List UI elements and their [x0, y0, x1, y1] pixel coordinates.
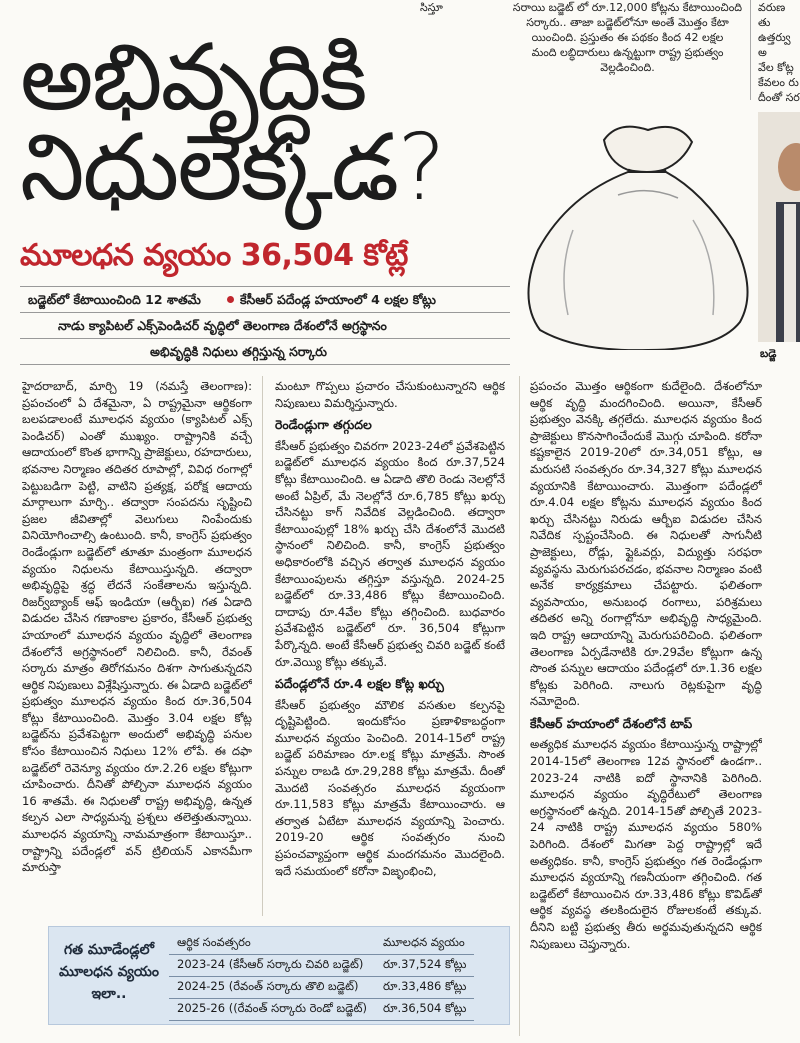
top-col-c [758, 0, 800, 105]
article-paragraph: ప్రపంచం మొత్తం ఆర్థికంగా కుదేలైంది. దేశంలోనూ ఆర్థిక వృద్ధి మందగించింది. అయినా, కేసీఆర్ ప్రభుత్వం వెనక్కి తగ్గలేదు. మూలధన వ్యయం కింద ప్రాజెక్టులు కొనసాగించేందుకే మొగ్గు చూపింది. కరోనా కష్టకాలైన 2019-20లో రూ.34,051 కోట్లు, ఆ మరుసటి సంవత్సరం రూ.34,327 కోట్లు మూలధన వ్యయానికి కేటాయించారు. మొత్తంగా పదేండ్లలో రూ.4.04 లక్షల కోట్లను మూలధన వ్యయం కింద ఖర్చు చేసినట్టు నిరుడు ఆర్బీఐ విడుదల చేసిన నివేదిక స్పష్టంచేసింది. ఈ నిధులతో సాగునీటి ప్రాజెక్టులు, రోడ్లు, ఫ్లైఓవర్లు, విద్యుత్తు సరఫరా వ్యవస్థను మెరుగుపరచడం, భవనాల నిర్మాణం వంటి అనేక కార్యక్రమాలు చేపట్టారు. ఫలితంగా వ్యవసాయం, అనుబంధ రంగాలు, పరిశ్రమలు తదితర అన్ని రంగాల్లోనూ అభివృద్ధి సాధ్యమైంది. ఇది రాష్ట్ర ఆదాయాన్ని మెరుగుపరిచింది. ఫలితంగా తెలంగాణ ఏర్పడేనాటికి రూ.29వేల కోట్లుగా ఉన్న సొంత పన్నుల ఆదాయం పదేండ్లలో రూ.1.36 లక్షల కోట్లకు పెరిగింది. నాలుగు రెట్లకుపైగా వృద్ధి నమోదైంది. [530, 379, 762, 709]
infobox-label: గత మూడేండ్లలో మూలధన వ్యయం ఇలా.. [59, 942, 159, 1002]
table-cell: రూ.33,486 కోట్లు [375, 977, 474, 999]
top-col-b-line: మంది లబ్ధిదారులు ఉన్నట్టుగా రాష్ట్ర ప్రభుత్వం [531, 46, 724, 59]
top-col-c-line: వరుణ తు [758, 1, 786, 29]
top-col-b-line: వెల్లడించింది. [600, 61, 655, 74]
article-paragraph: అత్యధిక మూలధన వ్యయం కేటాయిస్తున్న రాష్ట్రాల్లో 2014-15లో తెలంగాణ 12వ స్థానంలో ఉండగా.. 2023-24 నాటికి ఐదో స్థానానికి పెరిగింది. మూలధన వ్యయం వృద్ధిరేటులో తెలంగాణ అగ్రస్థానంలో ఉన్నది. 2014-15తో పోల్చితే 2023-24 నాటికి రాష్ట్ర మూలధన వ్యయం 580% పెరిగింది. దేశంలో మిగతా పెద్ద రాష్ట్రాల్లో ఇదే అత్యధికం. కానీ, కాంగ్రెస్ ప్రభుత్వం గత రెండేండ్లుగా మూలధన వ్యయాన్ని గణనీయంగా తగ్గించింది. గత బడ్జెట్‌లో కేటాయించిన రూ.33,486 కోట్లు కొవిడ్‌తో ఆర్థిక వ్యవస్థ తలకిందులైన రోజులకంటే తక్కువ. దీనిని బట్టి ప్రభుత్వ తీరు అర్థమవుతున్నదని ఆర్థిక నిపుణులు చెప్తున్నారు. [530, 737, 762, 951]
column-divider [262, 376, 263, 916]
kicker-1a: బడ్జెట్‌లో కేటాయించింది 12 శాతమే [28, 292, 201, 307]
top-col-b-line: సరాయి బడ్జెట్ లో రూ.12,000 కోట్లను కేటాయించింది [512, 1, 743, 14]
top-col-b-line: సర్కారు.. తాజా బడ్జెట్‌లోనూ అంతే మొత్తం కేటా [526, 16, 729, 29]
table-header-cell: మూలధన వ్యయం [375, 933, 474, 955]
kicker-rule-2 [20, 338, 510, 339]
article-paragraph: కేసీఆర్ ప్రభుత్వం చివరగా 2023-24లో ప్రవేశపెట్టిన బడ్జెట్‌లో మూలధన వ్యయం కింద రూ.37,524 కోట్లు కేటాయించింది. ఆ ఏడాది తొలి రెండు నెలల్లోనే అంటే ఏప్రిల్, మే నెలల్లోనే రూ.6,785 కోట్లు ఖర్చు చేసినట్టు కాగ్ నివేదిక వెల్లడించింది. తద్వారా కేటాయింపుల్లో 18% ఖర్చు చేసి దేశంలోనే మొదటి స్థానంలో నిలిచింది. కానీ, కాంగ్రెస్ ప్రభుత్వం అధికారంలోకి వచ్చిన తర్వాత మూలధన వ్యయం కేటాయింపులను తగ్గిస్తూ వస్తున్నది. 2024-25 బడ్జెట్‌లో రూ.33,486 కోట్లు కేటాయించింది. దాదాపు రూ.4వేల కోట్లు తగ్గించింది. బుధవారం ప్రవేశపెట్టిన బడ్జెట్‌లో రూ. 36,504 కోట్లుగా పేర్కొన్నది. అంటే కేసీఆర్ ప్రభుత్వ చివరి బడ్జెట్ కంటే రూ.వెయ్యి కోట్లు తక్కువే. [275, 438, 505, 669]
table-cell: 2024-25 (రేవంత్ సర్కారు తొలి బడ్జెట్) [169, 977, 375, 999]
bullet-dot [227, 296, 234, 303]
column-divider [519, 376, 520, 1036]
table-row [169, 977, 474, 999]
top-col-a-text: సిస్తూ [420, 1, 443, 14]
table-cell: 2025-26 ((రేవంత్ సర్కారు రెండో బడ్జెట్) [169, 999, 375, 1021]
capital-expenditure-infobox [48, 926, 510, 1025]
kicker-1b: కేసీఆర్ పదేండ్ల హయాంలో 4 లక్షల కోట్లు [240, 292, 436, 307]
article-column-3 [530, 378, 762, 1028]
article-column-1 [22, 378, 252, 918]
article-paragraph: హైదరాబాద్, మార్చి 19 (నమస్తే తెలంగాణ): ప్రపంచంలో ఏ దేశమైనా, ఏ రాష్ట్రమైనా ఆర్థికంగా బలపడాలంటే మూలధన వ్యయం (క్యాపిటల్ ఎక్స్ పెండిచర్) ఎంతో ముఖ్యం. రాష్ట్రానికి వచ్చే ఆదాయంలో కొంత భాగాన్ని ప్రాజెక్టులు, రహదారులు, భవనాల నిర్మాణం తదితర రూపాల్లో, వివిధ రంగాల్లో పెట్టుబడిగా పెట్టి, వాటిని ప్రత్యక్ష, పరోక్ష ఆదాయ మార్గాలుగా మార్చి.. తద్వారా సంపదను సృష్టించి ప్రజల జీవితాల్లో వెలుగులు నింపేందుకు వినియోగించాల్సి ఉంటుంది. కానీ, కాంగ్రెస్ ప్రభుత్వం రెండేండ్లుగా బడ్జెట్‌లో తూతూ మంత్రంగా మూలధన వ్యయం నిధులను కేటాయిస్తున్నది. తద్వారా అభివృద్ధిపై శ్రద్ధ లేదనే సంకేతాలను ఇస్తున్నది. రిజర్వ్‌బ్యాంక్ ఆఫ్ ఇండియా (ఆర్బీఐ) గత ఏడాది విడుదల చేసిన గణాంకాల ప్రకారం, కేసీఆర్ ప్రభుత్వ హయాంలో మూలధన వ్యయం వృద్ధిలో తెలంగాణ దేశంలోనే అగ్రస్థానంలో నిలిచింది. కానీ, రేవంత్ సర్కారు మాత్రం తిరోగమనం దిశగా సాగుతున్నదని ఆర్థిక నిపుణులు విశ్లేషిస్తున్నారు. ఈ ఏడాది బడ్జెట్‌లో ప్రభుత్వం మూలధన వ్యయం కింద రూ.36,504 కోట్లు కేటాయించింది. మొత్తం 3.04 లక్షల కోట్ల బడ్జెట్‌ను ప్రవేశపెట్టగా అందులో అభివృద్ధి పనుల కోసం కేటాయించిన నిధులు 12% లోపే. ఈ దఫా బడ్జెట్‌లో రెవెన్యూ వ్యయం రూ.2.26 లక్షల కోట్లుగా చూపించారు. దీనితో పోల్చినా మూలధన వ్యయం 16 శాతమే. ఈ నిధులతో రాష్ట్ర అభివృద్ధి, ఉన్నత కల్పన ఎలా సాధ్యమన్న ప్రశ్నలు తలెత్తుతున్నాయి. మూలధన వ్యయాన్ని నామమాత్రంగా కేటాయిస్తూ.. రాష్ట్రాన్ని పదేండ్లలో వన్ ట్రిలియన్ ఎకానమీగా మారుస్తా [22, 379, 252, 875]
person-photo [758, 112, 800, 342]
photo-caption: బడ్జె [760, 347, 777, 360]
top-col-a [420, 0, 500, 15]
article-paragraph: మంటూ గొప్పలు ప్రచారం చేసుకుంటున్నారని ఆర్థిక నిపుణులు విమర్శిస్తున్నారు. [275, 379, 505, 410]
capex-table [169, 933, 474, 1021]
table-cell: 2023-24 (కేసీఆర్ సర్కారు చివరి బడ్జెట్) [169, 955, 375, 977]
table-cell: రూ.37,524 కోట్లు [375, 955, 474, 977]
empty-money-bag-illustration [478, 100, 758, 350]
article-paragraph: కేసీఆర్ ప్రభుత్వం మౌలిక వసతుల కల్పనపై దృష్టిపెట్టింది. ఇందుకోసం ప్రణాళికాబద్ధంగా మూలధన వ్యయం పెంచింది. 2014-15లో రాష్ట్ర బడ్జెట్ పరిమాణం రూ.లక్ష కోట్లు మాత్రమే. సొంత పన్నుల రాబడి రూ.29,288 కోట్లు మాత్రమే. దీంతో మొదటి సంవత్సరం మూలధన వ్యయంగా రూ.11,583 కోట్లు మాత్రమే కేటాయించారు. ఆ తర్వాత ఏటేటా మూలధన వ్యయాన్ని పెంచారు. 2019-20 ఆర్థిక సంవత్సరం నుంచి ప్రపంచవ్యాప్తంగా ఆర్థిక మందగమనం మొదలైంది. ఇదే సమయంలో కరోనా విజృంభించి, [275, 697, 505, 878]
top-col-c-line: దీంతో సర [758, 91, 800, 104]
table-cell: రూ.36,504 కోట్లు [375, 999, 474, 1021]
kicker-2: నాడు క్యాపిటల్ ఎక్స్‌పెండిచర్ వృద్ధిలో తెలంగాణ దేశంలోనే అగ్రస్థానం [58, 318, 387, 333]
top-col-b [505, 0, 750, 75]
kicker-rule-3 [20, 364, 510, 365]
section-heading: కేసీఆర్ హయాంలో దేశంలోనే టాప్ [530, 715, 693, 731]
kicker-3: అభివృద్ధికి నిధులు తగ్గిస్తున్న సర్కారు [150, 344, 327, 359]
table-header-row [169, 933, 474, 955]
top-col-c-line: కేవలం రు [758, 76, 799, 89]
table-row [169, 999, 474, 1021]
section-heading: రెండేండ్లుగా తగ్గుదల [275, 417, 372, 433]
headline-line-1: అభివృద్ధికి [20, 24, 366, 131]
article-column-2 [275, 378, 505, 918]
headline-line-2: నిధులెక్కడ? [20, 114, 444, 221]
table-row [169, 955, 474, 977]
table-header-cell: ఆర్థిక సంవత్సరం [169, 933, 375, 955]
top-col-c-line: ఉత్తర్వు అ [758, 31, 791, 59]
section-heading: పదేండ్లలోనే రూ.4 లక్షల కోట్ల ఖర్చు [275, 676, 444, 692]
top-col-b-line: యించింది. ప్రస్తుతం ఈ పథకం కింద 42 లక్షల [531, 31, 724, 44]
red-subheadline: మూలధన వ్యయం 36,504 కోట్లే [20, 238, 408, 273]
top-col-c-line: వేల కోట్ల [758, 61, 794, 74]
kicker-rule-1 [20, 312, 510, 313]
kicker-rule-top [20, 286, 510, 287]
column-divider [750, 0, 751, 100]
